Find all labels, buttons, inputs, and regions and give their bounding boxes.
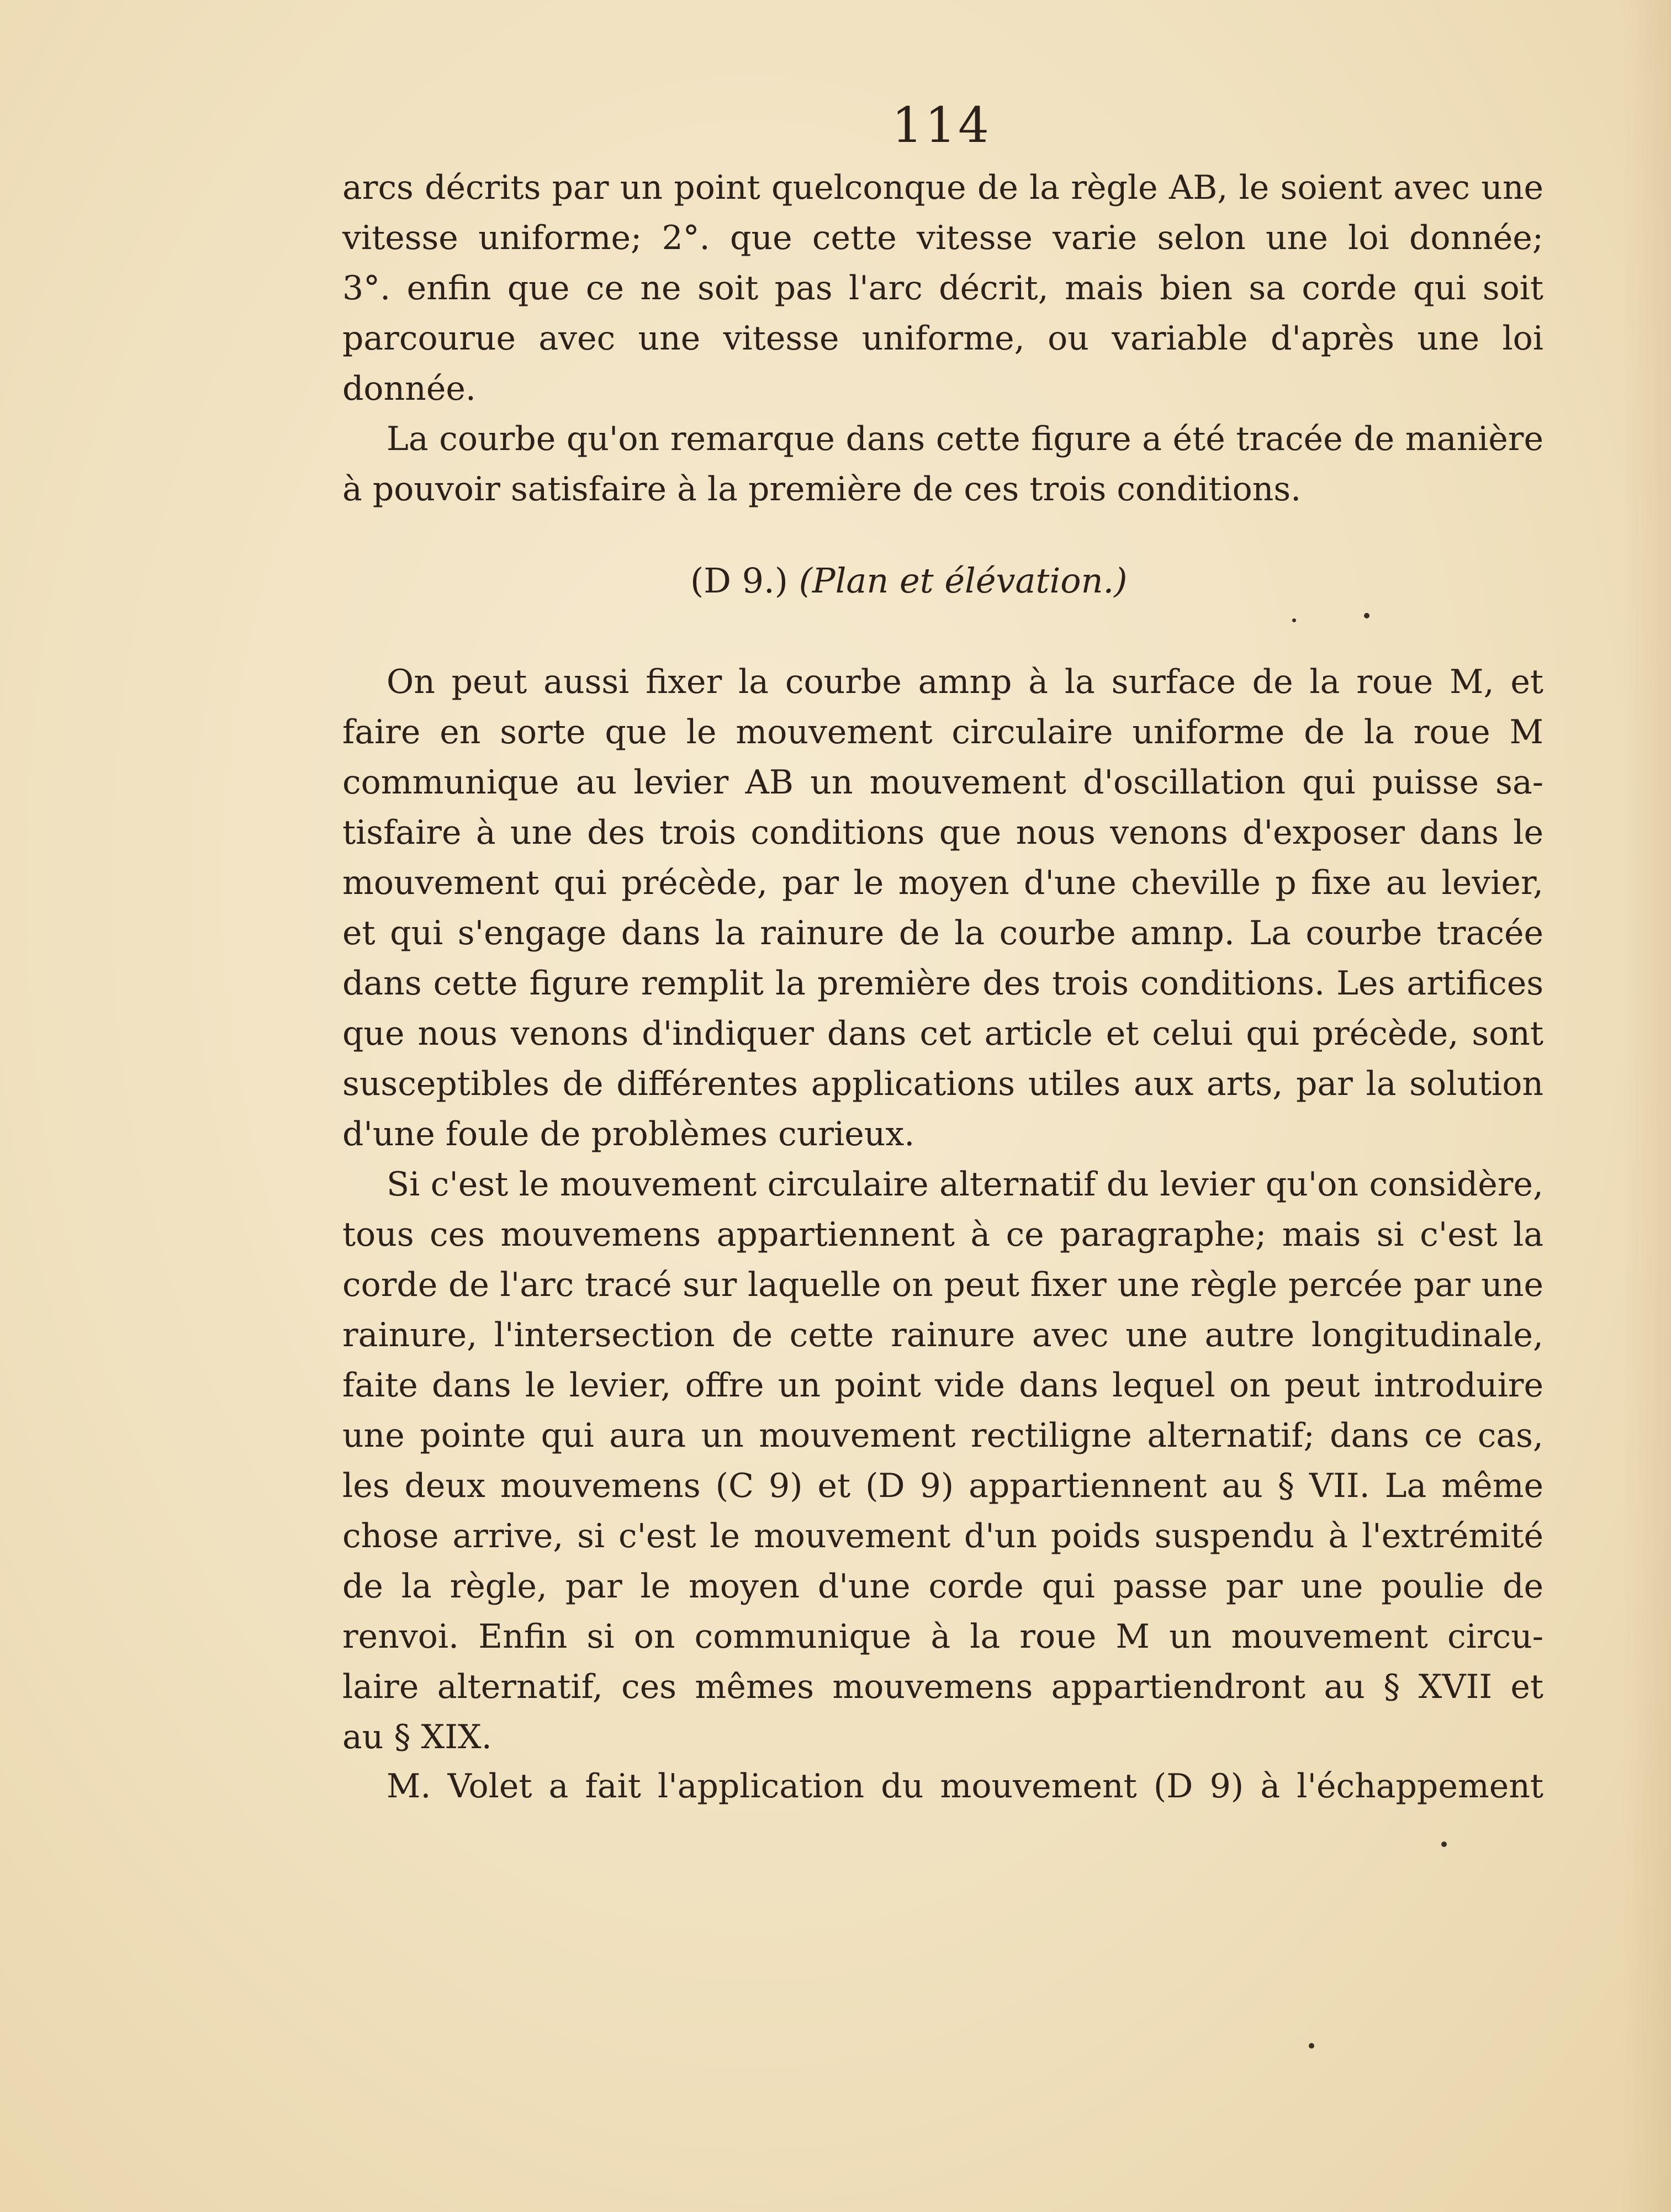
paragraph-line: faite dans le levier, offre un point vide dans lequel on peut introduire [342, 1366, 1543, 1405]
page-number: 114 [892, 97, 991, 154]
paragraph-line: Si c'est le mouvement circulaire alternatif du levier qu'on considère, [387, 1165, 1543, 1204]
paragraph-line: rainure, l'intersection de cette rainure avec une autre longitudinale, [342, 1316, 1543, 1354]
paragraph-3 [342, 657, 1543, 1160]
paragraph-line: de la règle, par le moyen d'une corde qui passe par une poulie de [342, 1567, 1543, 1606]
paragraph-line: dans cette figure remplit la première des trois conditions. Les artifices [342, 964, 1543, 1003]
paragraph-line: La courbe qu'on remarque dans cette figure a été tracée de manière [387, 420, 1543, 458]
page-edge-shadow [1621, 0, 1671, 2212]
paragraph-line: donnée. [342, 369, 476, 408]
paragraph-line: chose arrive, si c'est le mouvement d'un poids suspendu à l'extrémité [342, 1517, 1543, 1555]
paragraph-line: au § XIX. [342, 1718, 492, 1756]
section-subtitle: (Plan et élévation.) [799, 560, 1128, 601]
paragraph-line: les deux mouvemens (C 9) et (D 9) appartiennent au § VII. La même [342, 1467, 1543, 1505]
paragraph-line: que nous venons d'indiquer dans cet article et celui qui précède, sont [342, 1014, 1543, 1053]
paragraph-4 [342, 1160, 1543, 1763]
paragraph-line: On peut aussi fixer la courbe amnp à la surface de la roue M, et [387, 663, 1543, 701]
paragraph-line: 3°. enfin que ce ne soit pas l'arc décrit, mais bien sa corde qui soit [342, 269, 1543, 308]
paragraph-1 [342, 163, 1543, 414]
paragraph-line: à pouvoir satisfaire à la première de ces trois conditions. [342, 470, 1302, 509]
paragraph-line: renvoi. Enfin si on communique à la roue M un mouvement circu- [342, 1617, 1543, 1656]
paragraph-line: communique au levier AB un mouvement d'oscillation qui puisse sa- [342, 763, 1543, 802]
paragraph-line: tous ces mouvemens appartiennent à ce paragraphe; mais si c'est la [342, 1215, 1543, 1254]
paragraph-line: corde de l'arc tracé sur laquelle on peut fixer une règle percée par une [342, 1266, 1543, 1304]
paragraph-line: susceptibles de différentes applications utiles aux arts, par la solution [342, 1065, 1543, 1103]
paragraph-line: et qui s'engage dans la rainure de la courbe amnp. La courbe tracée [342, 914, 1543, 952]
paragraph-line: tisfaire à une des trois conditions que nous venons d'exposer dans le [342, 813, 1543, 852]
paragraph-2 [342, 414, 1543, 515]
ink-speck [1441, 1841, 1447, 1847]
ink-speck [1292, 618, 1296, 622]
paragraph-line: faire en sorte que le mouvement circulaire uniforme de la roue M [342, 713, 1543, 752]
paragraph-line: arcs décrits par un point quelconque de la règle AB, le soient avec une [342, 168, 1543, 207]
ink-speck [1309, 2043, 1314, 2049]
ink-speck [1364, 613, 1369, 618]
paragraph-line: d'une foule de problèmes curieux. [342, 1115, 915, 1153]
paragraph-line: parcourue avec une vitesse uniforme, ou variable d'après une loi [342, 319, 1543, 358]
section-heading [690, 560, 1127, 601]
paragraph-line: M. Volet a fait l'application du mouvement (D 9) à l'échappement [387, 1767, 1543, 1806]
paragraph-line: vitesse uniforme; 2°. que cette vitesse varie selon une loi donnée; [342, 219, 1543, 257]
section-label: (D 9.) [690, 560, 788, 601]
paragraph-line: laire alternatif, ces mêmes mouvemens appartiendront au § XVII et [342, 1668, 1543, 1706]
paragraph-5 [342, 1761, 1543, 1812]
paragraph-line: une pointe qui aura un mouvement rectiligne alternatif; dans ce cas, [342, 1416, 1543, 1455]
paragraph-line: mouvement qui précède, par le moyen d'une cheville p fixe au levier, [342, 864, 1543, 902]
